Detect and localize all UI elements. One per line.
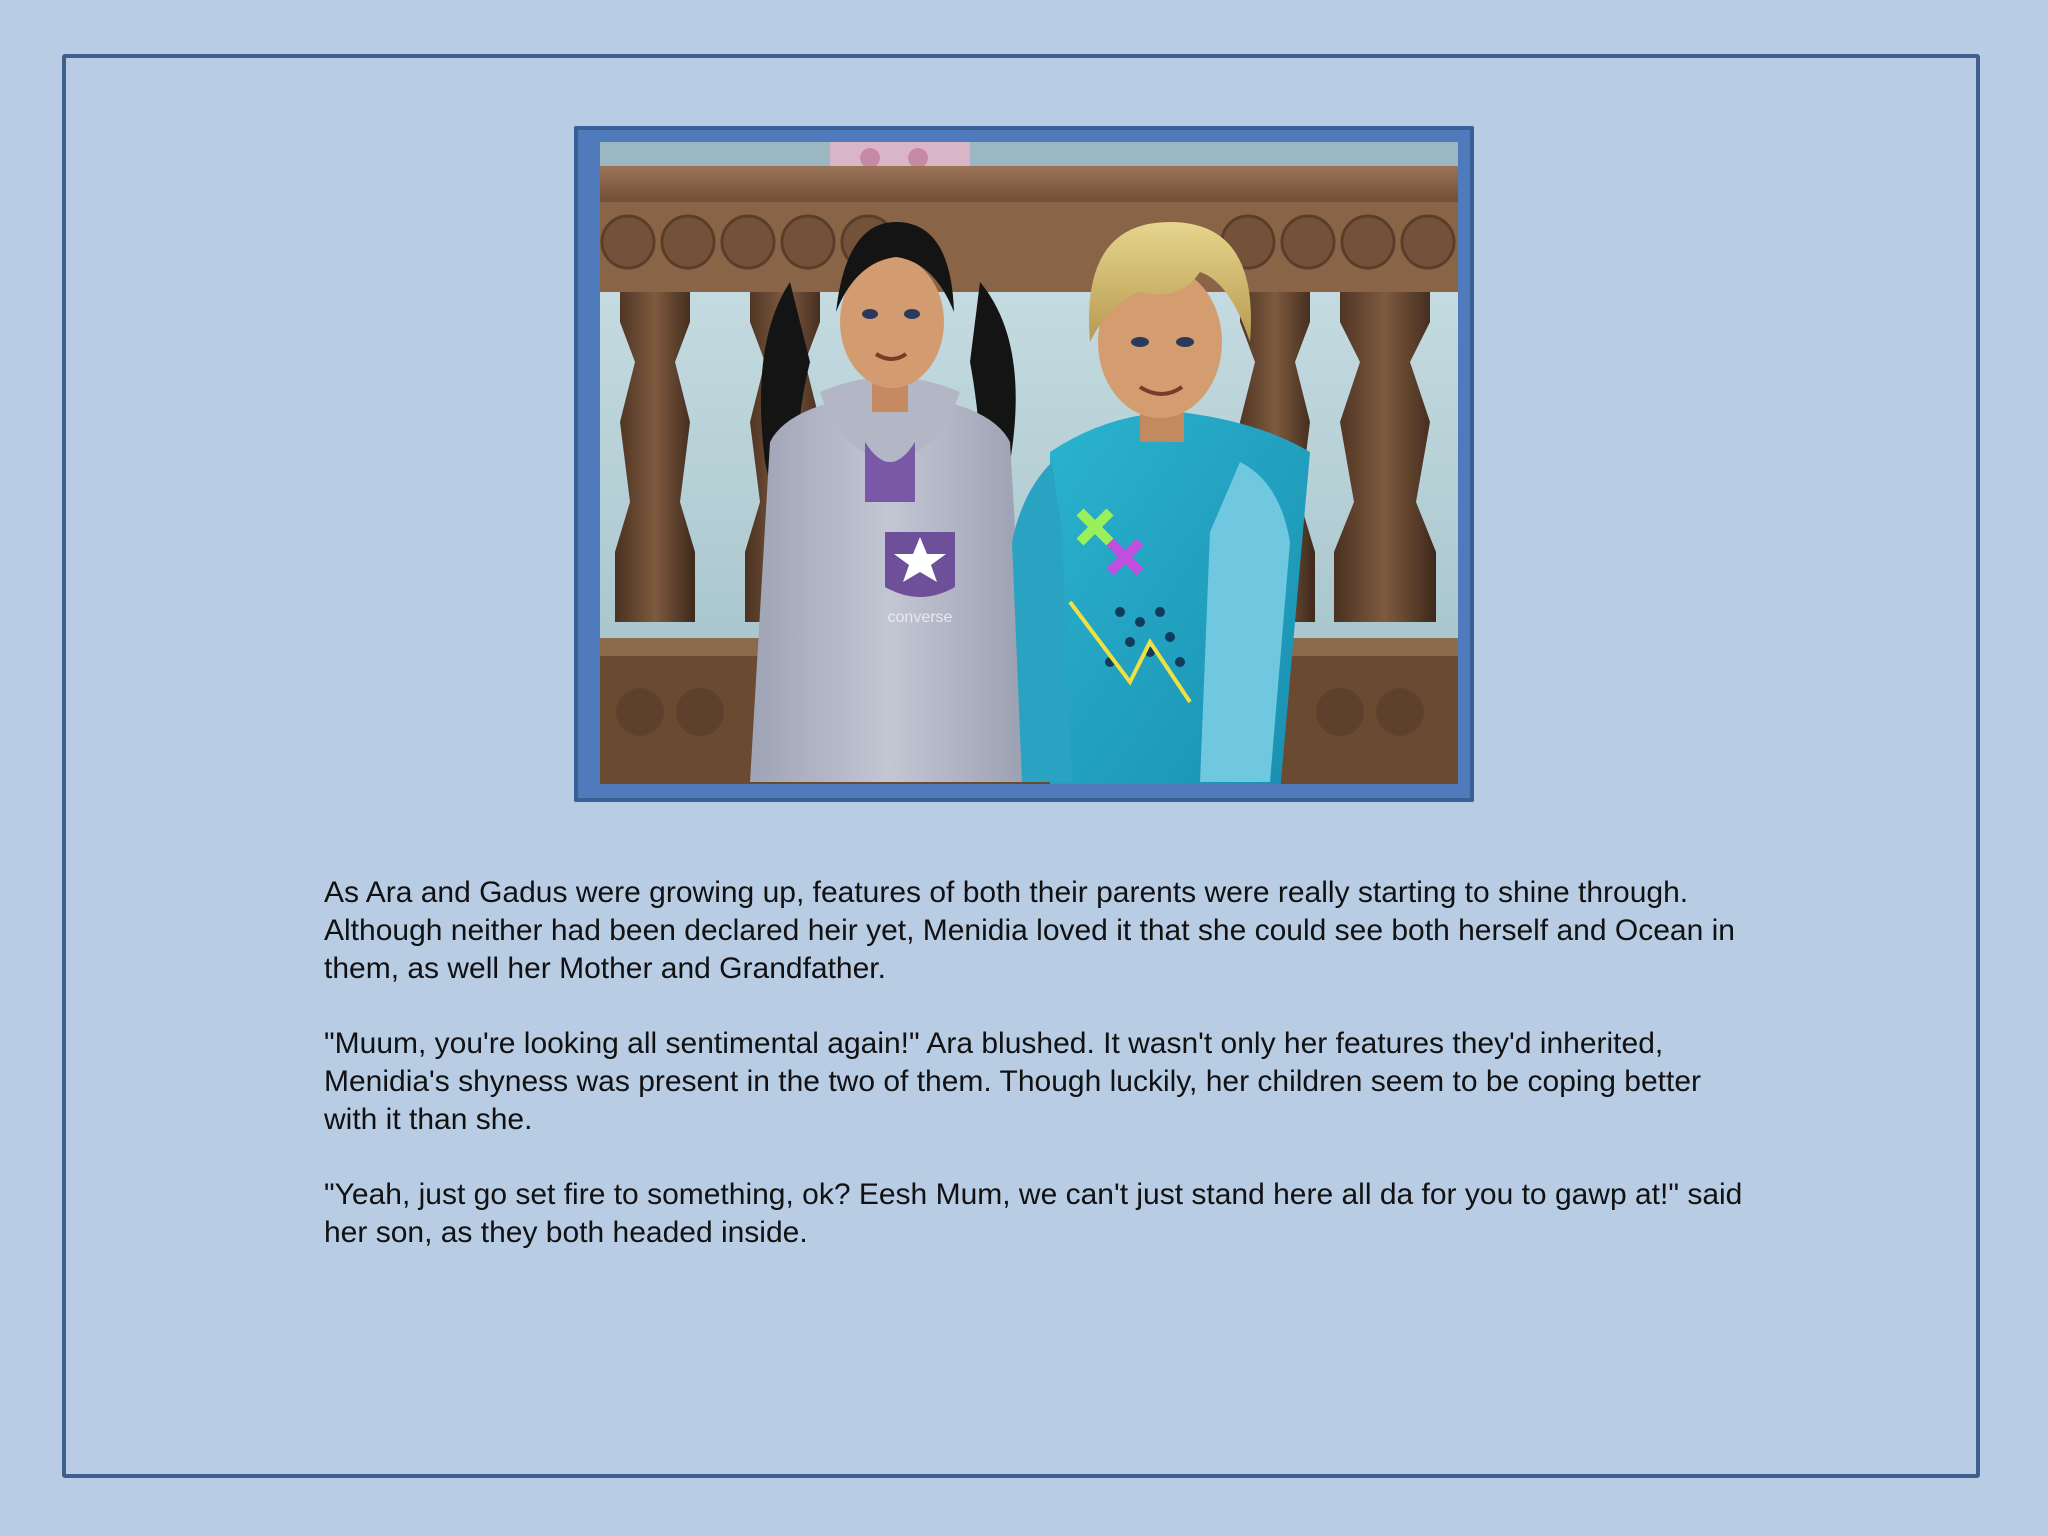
photo-frame bbox=[574, 126, 1474, 802]
story-paragraph: "Muum, you're looking all sentimental again!" Ara blushed. It wasn't only her features they'd inherited, Menidia's shyness was present in the two of them. Though luckily, her children seem to be coping better with it than she. bbox=[324, 1027, 1702, 1136]
hoodie-logo-text: converse bbox=[887, 609, 953, 626]
story-paragraph: "Yeah, just go set fire to something, ok? Eesh Mum, we can't just stand here all da for you to gawp at!" said her son, as they both headed inside. bbox=[324, 1178, 1743, 1249]
story-paragraph: As Ara and Gadus were growing up, features of both their parents were really starting to shine through. Although neither had been declared heir yet, Menidia loved it that she could see both herself and Ocean in them, as well her Mother and Grandfather. bbox=[324, 876, 1735, 985]
story-text bbox=[324, 874, 1744, 1289]
photo-illustration bbox=[600, 142, 1458, 784]
girl-figure bbox=[750, 222, 1030, 782]
story-photo bbox=[600, 142, 1458, 784]
